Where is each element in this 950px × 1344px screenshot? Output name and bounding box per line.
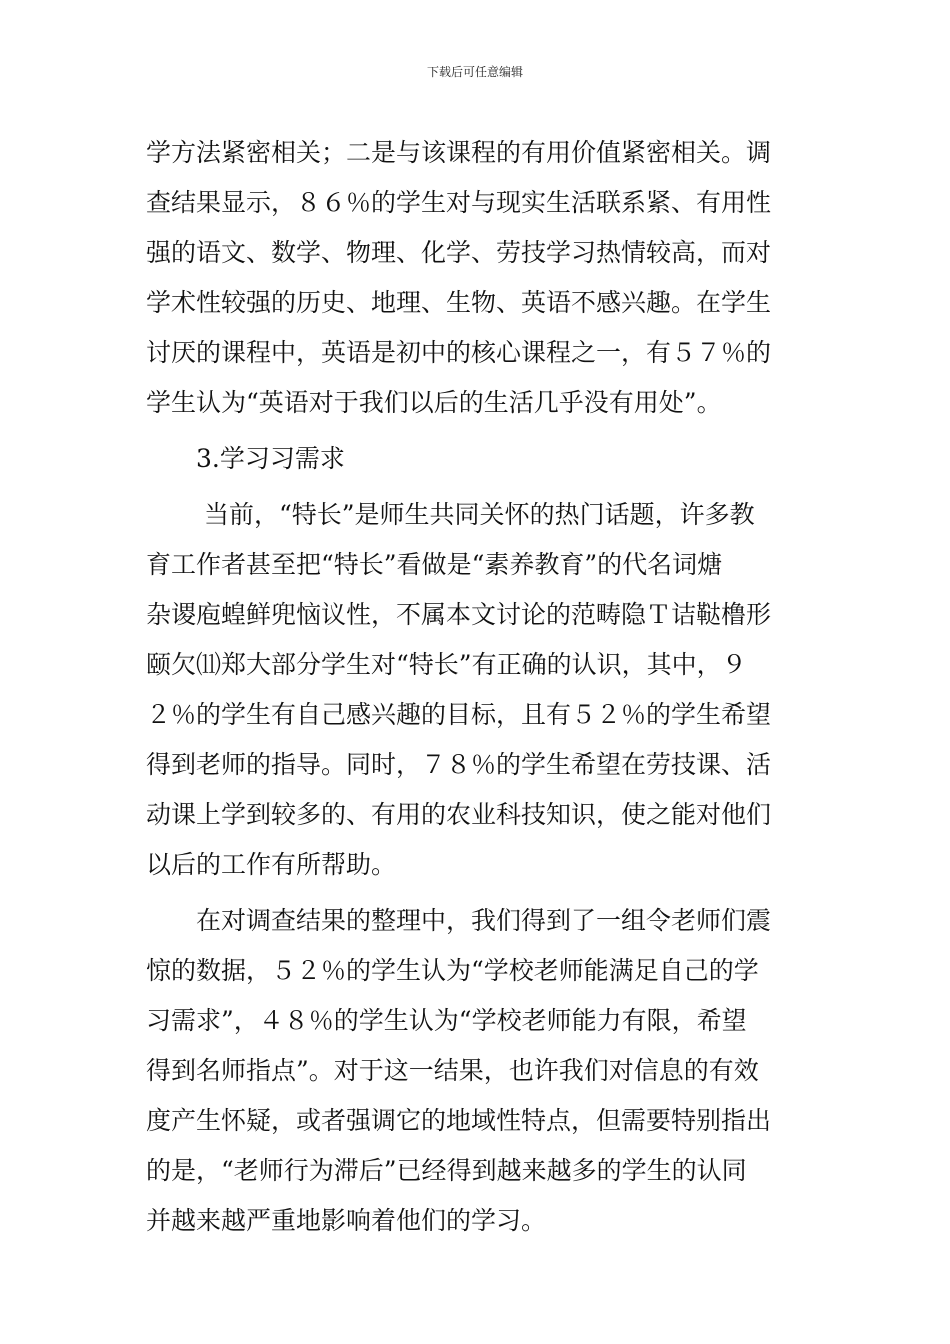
- text-line: 当前，“特长”是师生共同关怀的热门话题，许多教: [204, 500, 755, 529]
- text-line: 度产生怀疑，或者强调它的地域性特点，但需要特别指出: [146, 1106, 772, 1135]
- text-line: 学术性较强的历史、地理、生物、英语不感兴趣。在学生: [146, 288, 772, 317]
- text-line: 习需求”，４８％的学生认为“学校老师能力有限，希望: [146, 1006, 747, 1035]
- text-line: 杂谡庖蝗鲜兜恼议性，不属本文讨论的范畴隐Ｔ诘鞑橹形: [146, 600, 772, 629]
- text-line: 学方法紧密相关；二是与该课程的有用价值紧密相关。调: [146, 138, 772, 167]
- text-line: 育工作者甚至把“特长”看做是“素养教育”的代名词煻: [146, 550, 723, 579]
- text-line: 的是，“老师行为滞后”已经得到越来越多的学生的认同: [146, 1156, 747, 1185]
- text-line: 学生认为“英语对于我们以后的生活几乎没有用处”。: [146, 388, 722, 417]
- text-line: 动课上学到较多的、有用的农业科技知识，使之能对他们: [146, 800, 772, 829]
- text-line: 以后的工作有所帮助。: [146, 850, 397, 879]
- page-header: 下载后可任意编辑: [426, 65, 523, 79]
- paragraph-1: [146, 128, 814, 428]
- text-line: 查结果显示，８６％的学生对与现实生活联系紧、有用性: [146, 188, 772, 217]
- text-line: 颐欠⑾郑大部分学生对“特长”有正确的认识，其中，９: [146, 650, 747, 679]
- text-line: 并越来越严重地影响着他们的学习。: [146, 1206, 547, 1235]
- text-line: 得到老师的指导。同时，７８％的学生希望在劳技课、活: [146, 750, 772, 779]
- text-line: ２％的学生有自己感兴趣的目标，且有５２％的学生希望: [146, 700, 772, 729]
- text-line: 强的语文、数学、物理、化学、劳技学习热情较高，而对: [146, 238, 772, 267]
- text-line: 讨厌的课程中，英语是初中的核心课程之一，有５７％的: [146, 338, 772, 367]
- document-body: [146, 128, 814, 1246]
- text-line: 在对调查结果的整理中，我们得到了一组令老师们震: [196, 906, 772, 935]
- text-line: 惊的数据，５２％的学生认为“学校老师能满足自己的学: [146, 956, 759, 985]
- paragraph-3: [146, 896, 814, 1246]
- paragraph-2: [146, 490, 814, 890]
- text-line: 得到名师指点”。对于这一结果，也许我们对信息的有效: [146, 1056, 759, 1085]
- section-heading: 3.学习习需求: [196, 444, 345, 473]
